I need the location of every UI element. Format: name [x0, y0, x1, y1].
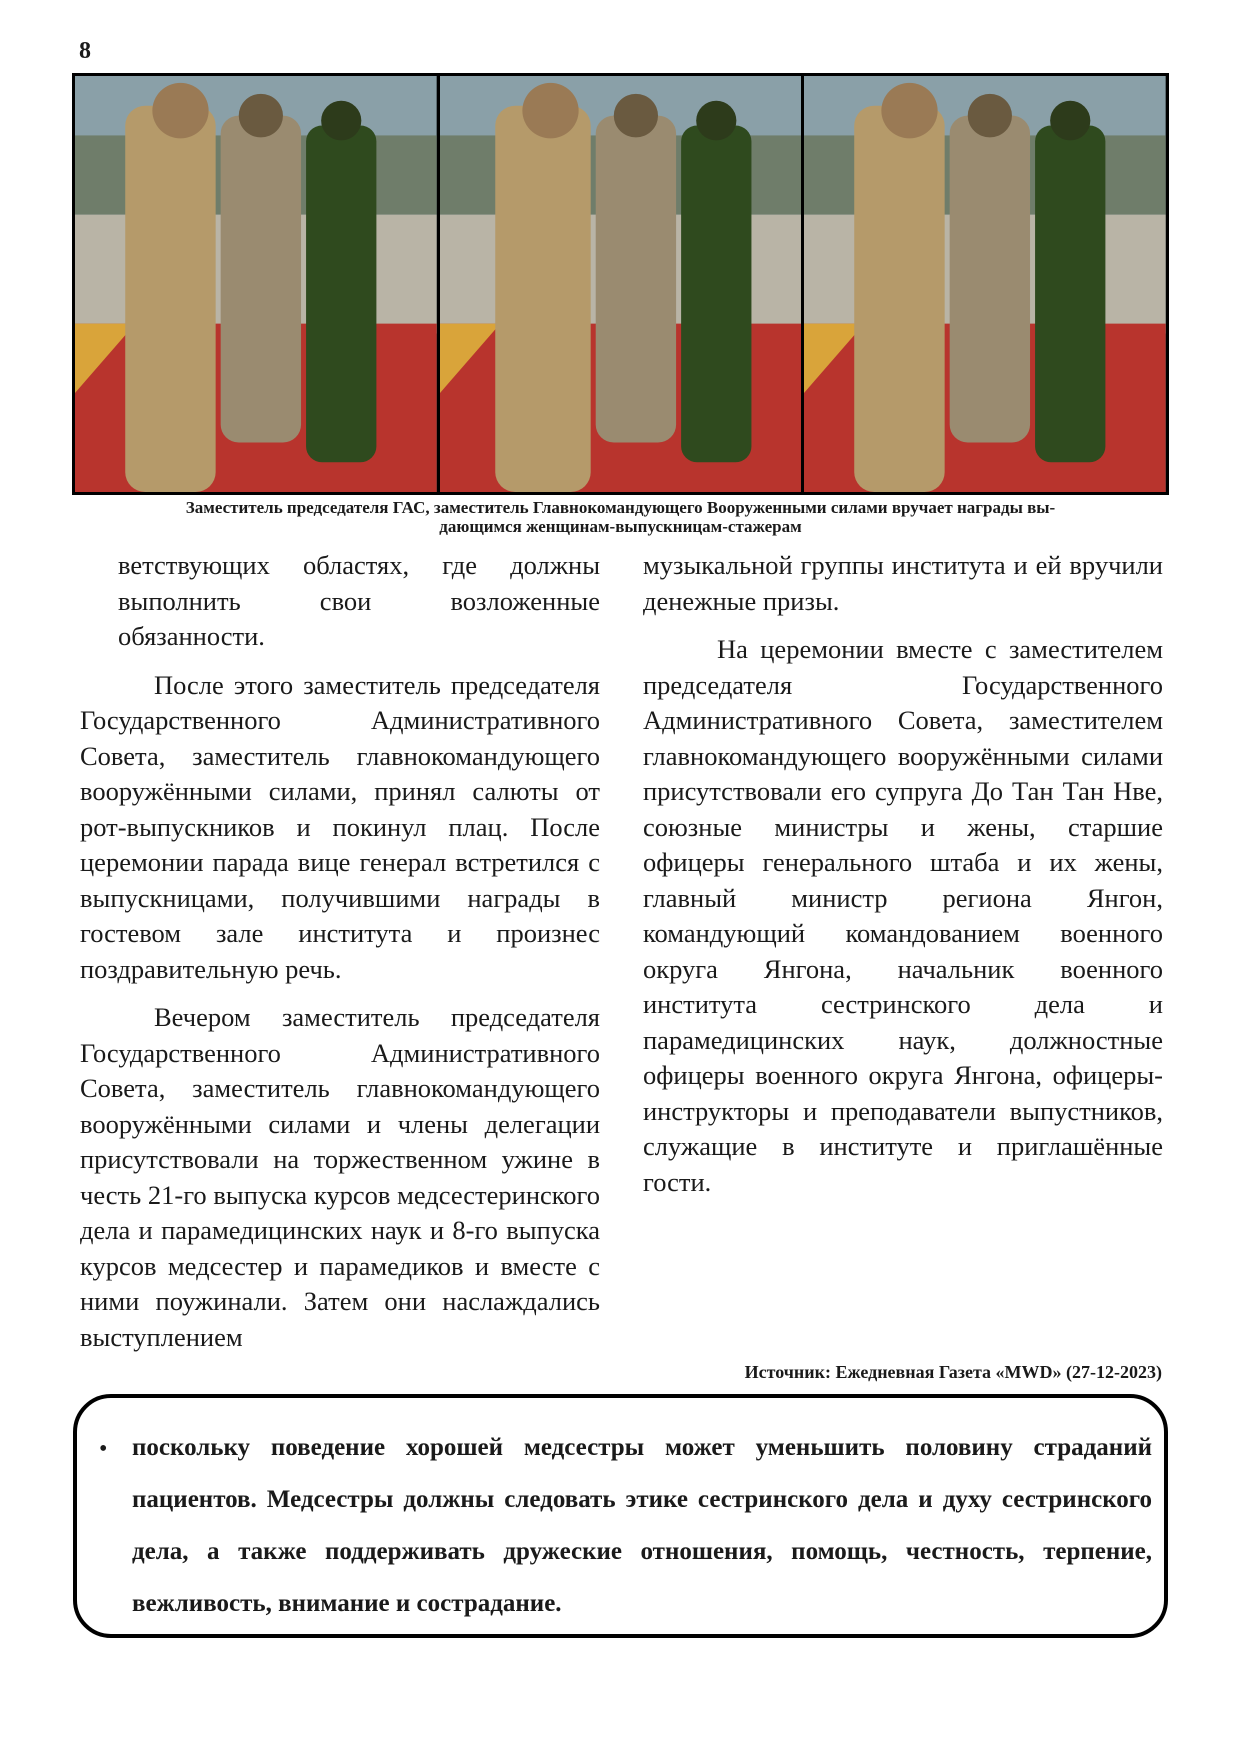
photo-award-2 — [440, 76, 802, 492]
right-column — [643, 548, 1163, 1213]
quote-text: поскольку поведение хорошей медсестры может уменьшить половину страданий пациентов. Медсестры должны следовать этике сестринского дела и духу сестринского дела, а также поддерживать дружеские отношения, помощь, честность, терпение, вежливость, внимание и сострадание. — [132, 1434, 1152, 1617]
source-citation: Источник: Ежедневная Газета «MWD» (27-12-2023) — [744, 1362, 1162, 1382]
paragraph: После этого заместитель председателя Государственного Административного Совета, заместитель главнокомандующего вооружёнными силами, принял салюты от рот-выпускников и покинул плац. После церемонии парада вице генерал встретился с выпускницами, получившими награды в гостевом зале института и произнес поздравительную речь. — [80, 669, 600, 984]
photo-strip — [72, 73, 1169, 495]
page-number: 8 — [79, 38, 91, 64]
left-column — [80, 548, 600, 1368]
photo-caption — [72, 498, 1169, 536]
bullet-icon: • — [99, 1436, 108, 1462]
paragraph: На церемонии вместе с заместителем председателя Государственного Административного Совета, заместителем главнокомандующего вооружёнными силами присутствовали его супруга До Тан Тан Нве, союзные министры и жены, старшие офицеры генерального штаба и их жены, главный министр региона Янгон, командующий командованием военного округа Янгона, начальник военного института сестринского дела и парамедицинских наук, должностные офицеры военного округа Янгона, офицеры-инструкторы и преподаватели выпустников, служащие в институте и приглашённые гости. — [643, 634, 1163, 1197]
photo-award-3 — [804, 76, 1166, 492]
quote-box — [73, 1394, 1168, 1638]
paragraph: Вечером заместитель председателя Государственного Административного Совета, заместитель главнокомандующего вооружёнными силами и члены делегации присутствовали на торжественном ужине в честь 21-го выпуска курсов медсестеринского дела и парамедицинских наук и 8-го выпуска курсов медсестер и парамедиков и вместе с ними поужинали. Затем они наслаждались выступлением — [80, 1002, 600, 1352]
caption-line-1: Заместитель председателя ГАС, заместитель Главнокомандующего Вооруженными силами вручает награды вы- — [185, 498, 1056, 517]
caption-line-2: дающимся женщинам-выпускницам-стажерам — [439, 517, 802, 536]
paragraph: музыкальной группы института и ей вручили денежные призы. — [643, 550, 1163, 616]
paragraph: ветствующих областях, где должны выполнить свои возложенные обязанности. — [118, 550, 600, 651]
photo-award-1 — [75, 76, 437, 492]
